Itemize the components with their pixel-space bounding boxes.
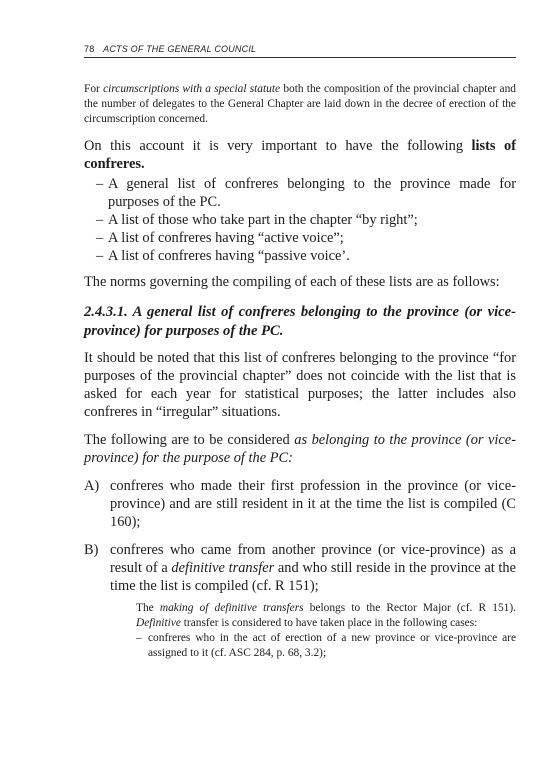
list-item: – A general list of confreres belonging to the province made for purposes of the PC. xyxy=(84,175,516,211)
lists-paragraph: On this account it is very important to have the following lists of confreres. xyxy=(84,138,516,172)
page-number: 78 xyxy=(84,44,95,54)
following-paragraph: The following are to be considered as belonging to the province (or vice-province) for the purpose of the PC: xyxy=(84,432,516,466)
list-item: – A list of confreres having “active voice”; xyxy=(84,229,516,247)
intro-note: For circumscriptions with a special statute both the composition of the provincial chapter and the number of delegates to the General Chapter are laid down in the decree of erection of the circumscription concerned. xyxy=(84,83,516,125)
note-paragraph: The making of definitive transfers belongs to the Rector Major (cf. R 151). Definitive transfer is considered to have taken place in the following cases: xyxy=(136,602,516,629)
item-b xyxy=(84,541,516,595)
item-a-letter: A) xyxy=(84,478,100,494)
item-b-letter: B) xyxy=(84,542,99,558)
item-b-italic: definitive transfer xyxy=(171,560,275,576)
item-b-note xyxy=(136,601,516,661)
section-paragraph: It should be noted that this list of confreres belonging to the province “for purposes of the provincial chapter” does not coincide with the list that is asked for each year for statistical purposes; the latter includes also confreres in “irregular” situations. xyxy=(84,350,516,420)
lists-paragraph-bold: lists of confreres. xyxy=(84,138,516,172)
item-a-text: confreres who made their first profession in the province (or vice-province) and are still resident in it at the time the list is compiled (C 160); xyxy=(110,478,516,530)
list-item: – A list of confreres having “passive voice’. xyxy=(84,247,516,265)
running-title: ACTS OF THE GENERAL COUNCIL xyxy=(103,44,257,54)
item-a xyxy=(84,477,516,531)
lists-of-confreres xyxy=(84,175,516,265)
following-paragraph-italic: as belonging to the province (or vice-province) for the purpose of the PC: xyxy=(84,432,516,466)
section-heading: 2.4.3.1. A general list of confreres belonging to the province (or vice-province) for purposes of the PC. xyxy=(84,304,516,339)
intro-note-italic: circumscriptions with a special statute xyxy=(103,83,281,95)
norms-paragraph: The norms governing the compiling of each of these lists are as follows: xyxy=(84,274,500,290)
item-b-text: confreres who came from another province (or vice-province) as a result of a definitive transfer and who still reside in the province at the time the list is compiled (cf. R 151); xyxy=(110,542,516,594)
page-content xyxy=(84,82,516,661)
running-header xyxy=(84,44,516,58)
list-item: – A list of those who take part in the chapter “by right”; xyxy=(84,211,516,229)
note-list xyxy=(136,631,516,661)
note-list-item: – confreres who in the act of erection of a new province or vice-province are assigned to it (cf. ASC 284, p. 68, 3.2); xyxy=(136,631,516,661)
